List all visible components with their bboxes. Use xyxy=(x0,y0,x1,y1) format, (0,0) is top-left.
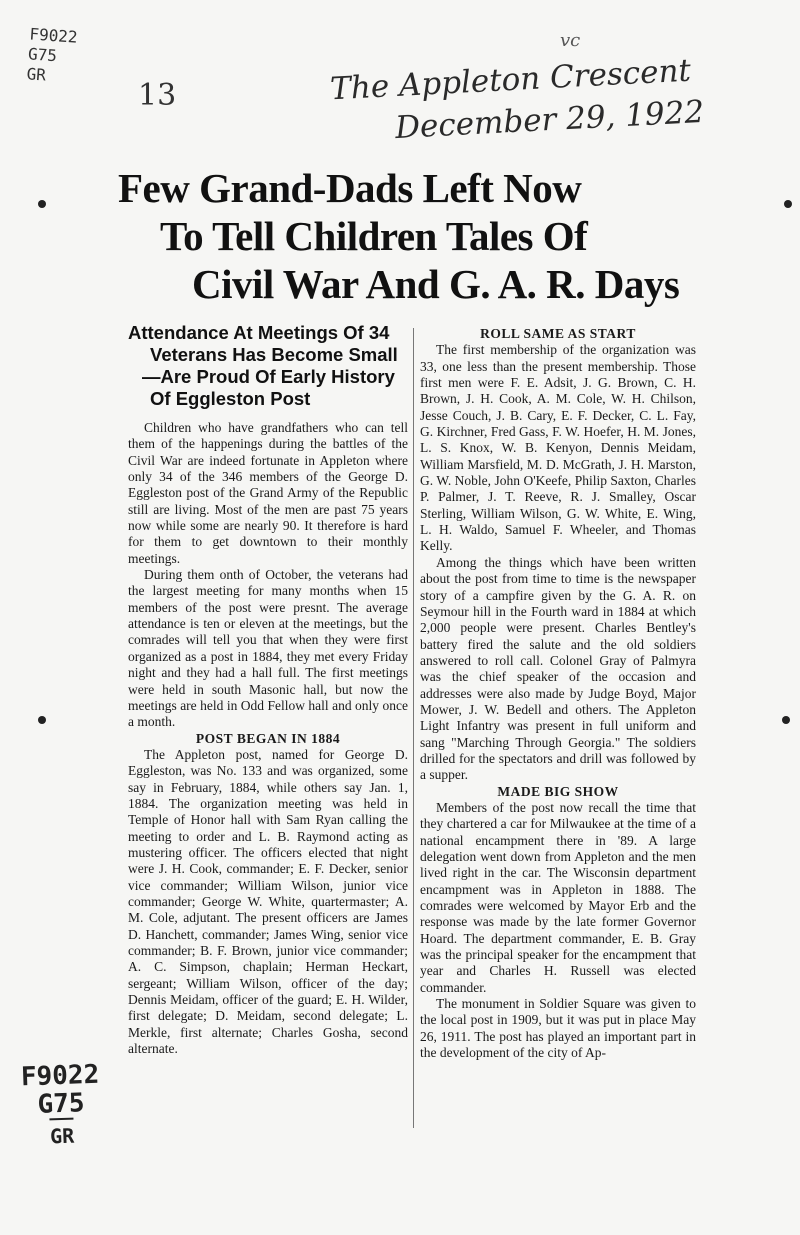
subheadline xyxy=(128,322,408,410)
article-column-right xyxy=(420,326,696,1061)
subheadline-line: Attendance At Meetings Of 34 xyxy=(128,322,390,343)
call-number-top-line: F9022 xyxy=(28,24,79,47)
section-heading: MADE BIG SHOW xyxy=(497,783,619,799)
page-number: 13 xyxy=(138,78,177,113)
headline-line: Few Grand-Dads Left Now xyxy=(118,165,582,211)
punch-hole-dot xyxy=(38,716,46,724)
section-heading: ROLL SAME AS START xyxy=(480,326,636,341)
call-number-top-line: G75 xyxy=(27,44,58,66)
article-paragraph: Among the things which have been written about the post from time to time is the newspaper story of a campfire given by the G. A. R. on Seymour hill in the Fourth ward in 1884 at which 2,000 people were present. Charles Bentley's battery fired the salute and the old soldiers answered to roll call. Colonel Gray of Palmyra was the chief speaker of the occasion and addresses were also made by Judge Boyd, Major Mower, J. W. Bedell and others. The Appleton Light Infantry was present in full uniform and sang "Marching Through Georgia." The soldiers drilled for the spectators and drill was followed by a supper. xyxy=(420,554,696,783)
call-number-bottom-line: GR xyxy=(50,1118,75,1151)
call-number-top-line: GR xyxy=(26,64,47,85)
source-date: December 29, 1922 xyxy=(394,93,705,147)
article-paragraph: The first membership of the organization was 33, one less than the present membership. Those first men were F. E. Adsit, J. G. Brown, C. H. Brown, J. H. Cook, A. M. Cole, W. H. Chilson, Jesse Couch, J. B. Cary, E. F. Decker, C. L. Fay, G. Kirchner, Fred Gass, F. W. Hoefer, H. M. Jones, L. S. Knox, W. B. Kenyon, Dennis Meidam, William Marsfield, M. D. McGrath, J. H. Marston, G. W. Noble, John O'Keefe, Philip Saxton, Charles P. Palmer, J. T. Reeve, R. J. Smalley, Oscar Sterling, William Wilson, G. W. White, E. Wing, L. H. Waldo, Samuel F. Wheeler, and Thomas Kelly. xyxy=(420,342,696,554)
call-number-bottom-line: F9022 xyxy=(20,1059,100,1093)
section-heading: POST BEGAN IN 1884 xyxy=(195,730,341,746)
article-paragraph: The monument in Soldier Square was given to the local post in 1909, but it was put in place May 26, 1911. The post has played an important part in the development of the city of Ap- xyxy=(420,996,696,1061)
article-paragraph: Members of the post now recall the time that they chartered a car for Milwaukee at the time of a national encampment there in '89. A large delegation went down from Appleton and the men lived right in the car. The Wisconsin department encampment was in Appleton in 1888. The comrades were welcomed by Mayor Erb and the response was made by the late former Governor Hoard. The department commander, E. B. Gray was the principal speaker for the encampment that year and Charles H. Russell was elected commander. xyxy=(420,799,696,995)
headline xyxy=(118,164,718,308)
punch-hole-dot xyxy=(782,716,790,724)
call-number-bottom-line: G75 xyxy=(37,1088,86,1120)
call-number-top xyxy=(26,24,78,87)
headline-line: To Tell Children Tales Of xyxy=(160,213,588,259)
punch-hole-dot xyxy=(38,200,46,208)
article-paragraph: During them onth of October, the veterans had the largest meeting for many months when 15 members of the post were presnt. The average attendance is ten or eleven at the meetings, but the comrades will tell you that when they were first organized as a post in 1884, they met every Friday night and they had a hall full. The first meetings were held in south Masonic hall, but now the meetings are held in Odd Fellow hall and only once a month. xyxy=(128,567,408,730)
subheadline-line: —Are Proud Of Early History xyxy=(142,366,395,387)
headline-line: Civil War And G. A. R. Days xyxy=(192,261,680,307)
handwritten-mark: vc xyxy=(560,30,581,51)
subheadline-line: Veterans Has Become Small xyxy=(150,344,398,365)
column-divider xyxy=(413,328,414,1128)
punch-hole-dot xyxy=(784,200,792,208)
subheadline-line: Of Eggleston Post xyxy=(150,388,311,409)
source-newspaper: The Appleton Crescent xyxy=(329,52,692,108)
article-paragraph: The Appleton post, named for George D. Eggleston, was No. 133 and was organized, some say in February, 1884, while others say Jan. 1, 1884. The organization meeting was held in Temple of Honor hall with Sam Ryan calling the meeting to order and L. B. Raymond acting as mustering officer. The officers elected that night were J. H. Cook, commander; E. F. Decker, senior vice commander; William Wilson, junior vice commander; George W. White, quartermaster; A. M. Cole, adjutant. The present officers are James D. Hanchett, commander; James Wing, senior vice commander; B. F. Brown, junior vice commander; A. C. Simpson, chaplain; Herman Heckart, sergeant; William Wilson, officer of the day; Dennis Meidam, officer of the guard; E. H. Wilder, first delegate; D. Meidam, second delegate; L. Merkle, first alternate; Charles Gosha, second alternate. xyxy=(128,746,408,1057)
article-paragraph: Children who have grandfathers who can tell them of the happenings during the battles of the Civil War are indeed fortunate in Appleton where only 34 of the 346 members of the George D. Eggleston post of the Grand Army of the Republic still are living. Most of the men are past 75 years now while some are nearly 90. It therefore is hard for them to get downtown to their monthly meetings. xyxy=(128,420,408,566)
call-number-bottom xyxy=(20,1061,101,1152)
article-column-left xyxy=(128,420,408,1057)
